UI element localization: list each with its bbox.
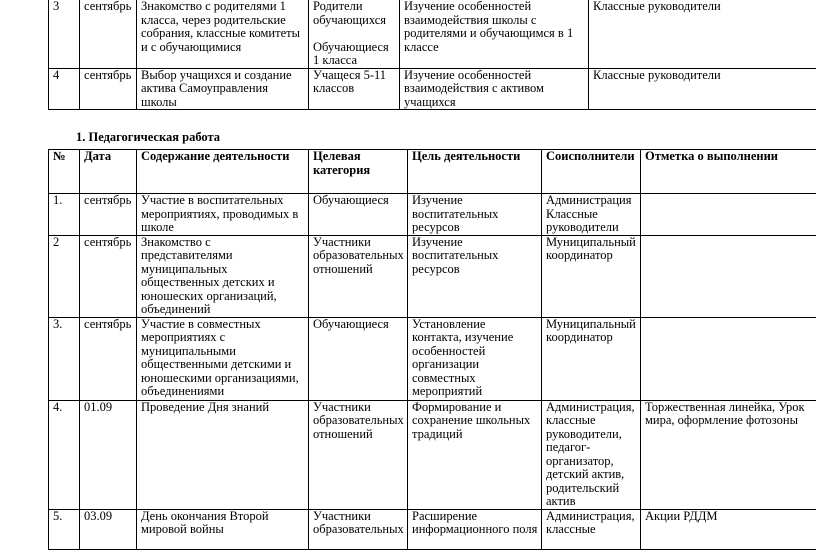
table-row xyxy=(49,0,816,68)
content-cell: Выбор учащихся и создание актива Самоуправления школы xyxy=(137,68,309,110)
mark-cell xyxy=(641,317,816,400)
executors-cell: Классные руководители xyxy=(589,0,816,68)
row-number: 3 xyxy=(49,0,80,68)
row-number: 2 xyxy=(49,235,80,317)
content-cell: Знакомство с родителями 1 класса, через родительские собрания, классные комитеты и с обучающимися xyxy=(137,0,309,68)
row-number: 1. xyxy=(49,194,80,236)
mark-cell xyxy=(641,235,816,317)
target-cell: Родители обучающихся Обучающиеся 1 класса xyxy=(309,0,400,68)
goal-cell: Изучение воспитательных ресурсов xyxy=(408,194,542,236)
executors-cell: Администрация Классные руководители xyxy=(542,194,641,236)
target-cell: Участники образовательных xyxy=(309,509,408,549)
row-number: 3. xyxy=(49,317,80,400)
executors-cell: Администрация, классные xyxy=(542,509,641,549)
content-cell: День окончания Второй мировой войны xyxy=(137,509,309,549)
main-table xyxy=(48,149,816,550)
header-mark: Отметка о выполнении xyxy=(641,150,816,194)
mark-cell: Акции РДДМ xyxy=(641,509,816,549)
executors-cell: Классные руководители xyxy=(589,68,816,110)
header-date: Дата xyxy=(80,150,137,194)
table-row xyxy=(49,317,816,400)
goal-cell: Изучение особенностей взаимодействия с активом учащихся xyxy=(400,68,589,110)
row-number: 4. xyxy=(49,400,80,509)
date-cell: 01.09 xyxy=(80,400,137,509)
target-cell: Участники образовательных отношений xyxy=(309,235,408,317)
target-cell: Обучающиеся xyxy=(309,194,408,236)
header-content: Содержание деятельности xyxy=(137,150,309,194)
target-cell: Учащеся 5-11 классов xyxy=(309,68,400,110)
row-number: 5. xyxy=(49,509,80,549)
executors-cell: Администрация, классные руководители, педагог-организатор, детский актив, родительский актив xyxy=(542,400,641,509)
content-cell: Участие в воспитательных мероприятиях, проводимых в школе xyxy=(137,194,309,236)
table-row xyxy=(49,400,816,509)
goal-cell: Изучение воспитательных ресурсов xyxy=(408,235,542,317)
date-cell: сентябрь xyxy=(80,235,137,317)
content-cell: Участие в совместных мероприятиях с муниципальными общественными детскими и юношескими организациями, объединениями xyxy=(137,317,309,400)
header-number: № xyxy=(49,150,80,194)
goal-cell: Расширение информационного поля xyxy=(408,509,542,549)
table-row xyxy=(49,68,816,110)
section-title: 1. Педагогическая работа xyxy=(76,130,220,144)
executors-cell: Муниципальный координатор xyxy=(542,235,641,317)
date-cell: сентябрь xyxy=(80,68,137,110)
header-row xyxy=(49,150,816,194)
content-cell: Знакомство с представителями муниципальных общественных детских и юношеских организаций, объединений xyxy=(137,235,309,317)
target-cell: Участники образовательных отношений xyxy=(309,400,408,509)
executors-cell: Муниципальный координатор xyxy=(542,317,641,400)
date-cell: 03.09 xyxy=(80,509,137,549)
header-target: Целевая категория xyxy=(309,150,408,194)
header-goal: Цель деятельности xyxy=(408,150,542,194)
mark-cell xyxy=(641,194,816,236)
goal-cell: Формирование и сохранение школьных традиций xyxy=(408,400,542,509)
table-row xyxy=(49,235,816,317)
goal-cell: Изучение особенностей взаимодействия школы с родителями и обучающимся в 1 классе xyxy=(400,0,589,68)
mark-cell: Торжественная линейка, Урок мира, оформление фотозоны xyxy=(641,400,816,509)
table-row xyxy=(49,509,816,549)
table-row xyxy=(49,194,816,236)
date-cell: сентябрь xyxy=(80,194,137,236)
target-cell: Обучающиеся xyxy=(309,317,408,400)
date-cell: сентябрь xyxy=(80,0,137,68)
row-number: 4 xyxy=(49,68,80,110)
content-cell: Проведение Дня знаний xyxy=(137,400,309,509)
date-cell: сентябрь xyxy=(80,317,137,400)
header-executors: Соисполнители xyxy=(542,150,641,194)
goal-cell: Установление контакта, изучение особенностей организации совместных мероприятий xyxy=(408,317,542,400)
top-table xyxy=(48,0,816,110)
